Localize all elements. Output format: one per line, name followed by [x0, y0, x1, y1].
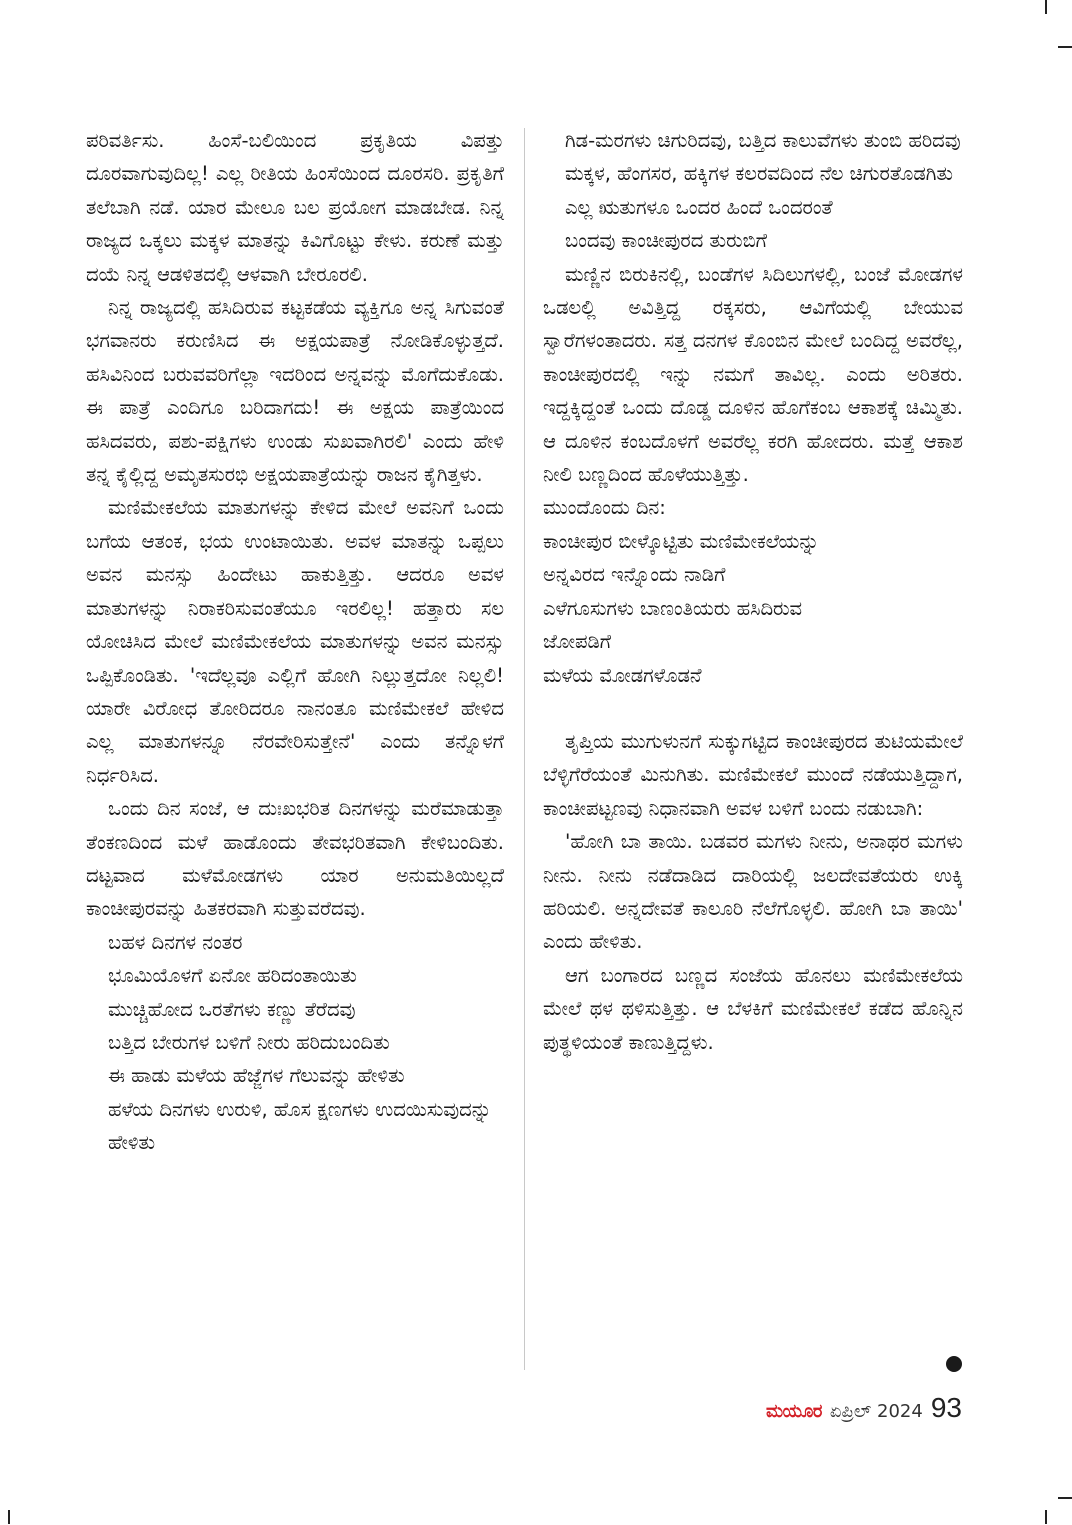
right-column [543, 124, 963, 1059]
crop-mark [1058, 46, 1072, 48]
verse-line: ಮಕ್ಕಳ, ಹೆಂಗಸರ, ಹಕ್ಕಿಗಳ ಕಲರವದಿಂದ ನೆಲ ಚಿಗುರತೊಡಗಿತು [565, 162, 953, 186]
crop-mark [1045, 0, 1047, 14]
body-paragraph: ನಿನ್ನ ರಾಜ್ಯದಲ್ಲಿ ಹಸಿದಿರುವ ಕಟ್ಟಕಡೆಯ ವ್ಯಕ್ತಿಗೂ ಅನ್ನ ಸಿಗುವಂತೆ ಭಗವಾನರು ಕರುಣಿಸಿದ ಈ ಅಕ್ಷಯಪಾತ್ರೆ ನೋಡಿಕೊಳ್ಳುತ್ತದೆ. ಹಸಿವಿನಿಂದ ಬರುವವರಿಗೆಲ್ಲಾ ಇದರಿಂದ ಅನ್ನವನ್ನು ಮೊಗೆದುಕೊಡು. ಈ ಪಾತ್ರೆ ಎಂದಿಗೂ ಬರಿದಾಗದು! ಈ ಅಕ್ಷಯ ಪಾತ್ರೆಯಿಂದ ಹಸಿದವರು, ಪಶು-ಪಕ್ಷಿಗಳು ಉಂಡು ಸುಖವಾಗಿರಲಿ' ಎಂದು ಹೇಳಿ ತನ್ನ ಕೈಲ್ಲಿದ್ದ ಅಮೃತಸುರಭಿ ಅಕ್ಷಯಪಾತ್ರೆಯನ್ನು ರಾಜನ ಕೈಗಿತ್ತಳು. [86, 296, 504, 487]
body-paragraph: ಪರಿವರ್ತಿಸು. ಹಿಂಸೆ-ಬಲಿಯಿಂದ ಪ್ರಕೃತಿಯ ವಿಪತ್ತು ದೂರವಾಗುವುದಿಲ್ಲ! ಎಲ್ಲ ರೀತಿಯ ಹಿಂಸೆಯಿಂದ ದೂರಸರಿ. ಪ್ರಕೃತಿಗೆ ತಲೆಬಾಗಿ ನಡೆ. ಯಾರ ಮೇಲೂ ಬಲ ಪ್ರಯೋಗ ಮಾಡಬೇಡ. ನಿನ್ನ ರಾಜ್ಯದ ಒಕ್ಕಲು ಮಕ್ಕಳ ಮಾತನ್ನು ಕಿವಿಗೊಟ್ಟು ಕೇಳು. ಕರುಣೆ ಮತ್ತು ದಯೆ ನಿನ್ನ ಆಡಳಿತದಲ್ಲಿ ಆಳವಾಗಿ ಬೇರೂರಲಿ. [86, 129, 504, 286]
column-divider [524, 128, 525, 1370]
verse-line: ಮುಚ್ಚಿಹೋದ ಒರತೆಗಳು ಕಣ್ಣು ತೆರೆದವು [108, 997, 356, 1021]
verse-line: ಭೂಮಿಯೊಳಗೆ ಏನೋ ಹರಿದಂತಾಯಿತು [108, 964, 357, 988]
crop-mark [1058, 1497, 1072, 1499]
verse-line: ಗಿಡ-ಮರಗಳು ಚಿಗುರಿದವು, ಬತ್ತಿದ ಕಾಲುವೆಗಳು ತುಂಬಿ ಹರಿದವು [565, 129, 961, 152]
crop-mark [8, 1510, 10, 1524]
crop-mark [1045, 1510, 1047, 1524]
verse-line: ಈ ಹಾಡು ಮಳೆಯ ಹೆಜ್ಜೆಗಳ ಗೆಲುವನ್ನು ಹೇಳಿತು [108, 1064, 405, 1088]
left-column [86, 124, 504, 1160]
body-paragraph: ಆಗ ಬಂಗಾರದ ಬಣ್ಣದ ಸಂಜೆಯ ಹೊನಲು ಮಣಿಮೇಕಲೆಯ ಮೇಲೆ ಥಳ ಥಳಿಸುತ್ತಿತ್ತು. ಆ ಬೆಳಕಿಗೆ ಮಣಿಮೇಕಲೆ ಕಡೆದ ಹೊನ್ನಿನ ಪುತ್ಥಳಿಯಂತೆ ಕಾಣುತ್ತಿದ್ದಳು. [543, 963, 963, 1054]
verse-line: ಎಲ್ಲ ಋತುಗಳೂ ಒಂದರ ಹಿಂದೆ ಒಂದರಂತೆ [565, 195, 833, 219]
issue-date: ಏಪ್ರಿಲ್ 2024 [829, 1401, 923, 1422]
body-paragraph: ಮಣ್ಣಿನ ಬಿರುಕಿನಲ್ಲಿ, ಬಂಡೆಗಳ ಸಿದಿಲುಗಳಲ್ಲಿ, ಬಂಜೆ ಮೋಡಗಳ ಒಡಲಲ್ಲಿ ಅವಿತ್ತಿದ್ದ ರಕ್ಕಸರು, ಆವಿಗೆಯಲ್ಲಿ ಬೇಯುವ ಸ್ವಾರೆಗಳಂತಾದರು. ಸತ್ತ ದನಗಳ ಕೊಂಬಿನ ಮೇಲೆ ಬಂದಿದ್ದ ಅವರೆಲ್ಲ, ಕಾಂಚೀಪುರದಲ್ಲಿ ಇನ್ನು ನಮಗೆ ತಾವಿಲ್ಲ. ಎಂದು ಅರಿತರು. ಇದ್ದಕ್ಕಿದ್ದಂತೆ ಒಂದು ದೊಡ್ಡ ದೂಳಿನ ಹೊಗೆಕಂಬ ಆಕಾಶಕ್ಕೆ ಚಿಮ್ಮಿತು. ಆ ದೂಳಿನ ಕಂಬದೊಳಗೆ ಅವರೆಲ್ಲ ಕರಗಿ ಹೋದರು. ಮತ್ತೆ ಆಕಾಶ ನೀಲಿ ಬಣ್ಣದಿಂದ ಹೊಳೆಯುತ್ತಿತ್ತು. [543, 262, 963, 487]
paragraph-gap [543, 692, 963, 725]
verse-line: ಬಹಳ ದಿನಗಳ ನಂತರ [108, 930, 243, 954]
page-number: 93 [930, 1392, 962, 1423]
magazine-logo: ಮಯೂರ [765, 1401, 822, 1422]
page-footer [766, 1392, 962, 1424]
verse-line: ಹಳೆಯ ದಿನಗಳು ಉರುಳಿ, ಹೊಸ ಕ್ಷಣಗಳು ಉದಯಿಸುವುದನ್ನು ಹೇಳಿತು [108, 1097, 492, 1155]
verse-line: ಬಂದವು ಕಾಂಚೀಪುರದ ತುರುಬಿಗೆ [565, 229, 768, 253]
verse-line: ಬತ್ತಿದ ಬೇರುಗಳ ಬಳಿಗೆ ನೀರು ಹರಿದುಬಂದಿತು [108, 1030, 390, 1054]
verse-line: ಮುಂದೊಂದು ದಿನ: [543, 496, 666, 520]
verse-line: ಕಾಂಚೀಪುರ ಬೀಳ್ಕೊಟ್ಟಿತು ಮಣಿಮೇಕಲೆಯನ್ನು [543, 529, 820, 553]
verse-line: ಜೋಪಡಿಗೆ [543, 630, 612, 654]
body-paragraph: ಒಂದು ದಿನ ಸಂಜೆ, ಆ ದುಃಖಭರಿತ ದಿನಗಳನ್ನು ಮರೆಮಾಡುತ್ತಾ ತೆಂಕಣದಿಂದ ಮಳೆ ಹಾಡೊಂದು ತೇವಭರಿತವಾಗಿ ಕೇಳಿಬಂದಿತು. ದಟ್ಟವಾದ ಮಳೆಮೋಡಗಳು ಯಾರ ಅನುಮತಿಯಿಲ್ಲದೆ ಕಾಂಚೀಪುರವನ್ನು ಹಿತಕರವಾಗಿ ಸುತ್ತುವರೆದವು. [86, 797, 504, 921]
body-paragraph: ತೃಪ್ತಿಯ ಮುಗುಳುನಗೆ ಸುಕ್ಕುಗಟ್ಟಿದ ಕಾಂಚೀಪುರದ ತುಟಿಯಮೇಲೆ ಬೆಳ್ಳಿಗೆರೆಯಂತೆ ಮಿನುಗಿತು. ಮಣಿಮೇಕಲೆ ಮುಂದೆ ನಡೆಯುತ್ತಿದ್ದಾಗ, ಕಾಂಚೀಪಟ್ಟಣವು ನಿಧಾನವಾಗಿ ಅವಳ ಬಳಿಗೆ ಬಂದು ನಡುಬಾಗಿ: [543, 729, 963, 820]
body-paragraph: 'ಹೋಗಿ ಬಾ ತಾಯಿ. ಬಡವರ ಮಗಳು ನೀನು, ಅನಾಥರ ಮಗಳು ನೀನು. ನೀನು ನಡೆದಾಡಿದ ದಾರಿಯಲ್ಲಿ ಜಲದೇವತೆಯರು ಉಕ್ಕಿ ಹರಿಯಲಿ. ಅನ್ನದೇವತೆ ಕಾಲೂರಿ ನೆಲೆಗೊಳ್ಳಲಿ. ಹೋಗಿ ಬಾ ತಾಯಿ' ಎಂದು ಹೇಳಿತು. [543, 830, 963, 954]
end-of-article-bullet [946, 1356, 962, 1372]
verse-line: ಎಳೆಗೂಸುಗಳು ಬಾಣಂತಿಯರು ಹಸಿದಿರುವ [543, 596, 803, 620]
verse-line: ಮಳೆಯ ಮೋಡಗಳೊಡನೆ [543, 663, 702, 687]
body-paragraph: ಮಣಿಮೇಕಲೆಯ ಮಾತುಗಳನ್ನು ಕೇಳಿದ ಮೇಲೆ ಅವನಿಗೆ ಒಂದು ಬಗೆಯ ಆತಂಕ, ಭಯ ಉಂಟಾಯಿತು. ಅವಳ ಮಾತನ್ನು ಒಪ್ಪಲು ಅವನ ಮನಸ್ಸು ಹಿಂದೇಟು ಹಾಕುತ್ತಿತ್ತು. ಆದರೂ ಅವಳ ಮಾತುಗಳನ್ನು ನಿರಾಕರಿಸುವಂತೆಯೂ ಇರಲಿಲ್ಲ! ಹತ್ತಾರು ಸಲ ಯೋಚಿಸಿದ ಮೇಲೆ ಮಣಿಮೇಕಲೆಯ ಮಾತುಗಳನ್ನು ಅವನ ಮನಸ್ಸು ಒಪ್ಪಿಕೊಂಡಿತು. 'ಇದೆಲ್ಲವೂ ಎಲ್ಲಿಗೆ ಹೋಗಿ ನಿಲ್ಲುತ್ತದೋ ನಿಲ್ಲಲಿ! ಯಾರೇ ವಿರೋಧ ತೋರಿದರೂ ನಾನಂತೂ ಮಣಿಮೇಕಲೆ ಹೇಳಿದ ಎಲ್ಲ ಮಾತುಗಳನ್ನೂ ನೆರವೇರಿಸುತ್ತೇನೆ' ಎಂದು ತನ್ನೊಳಗೆ ನಿರ್ಧರಿಸಿದ. [86, 496, 504, 787]
verse-line: ಅನ್ನವಿರದ ಇನ್ನೊಂದು ನಾಡಿಗೆ [543, 563, 726, 587]
